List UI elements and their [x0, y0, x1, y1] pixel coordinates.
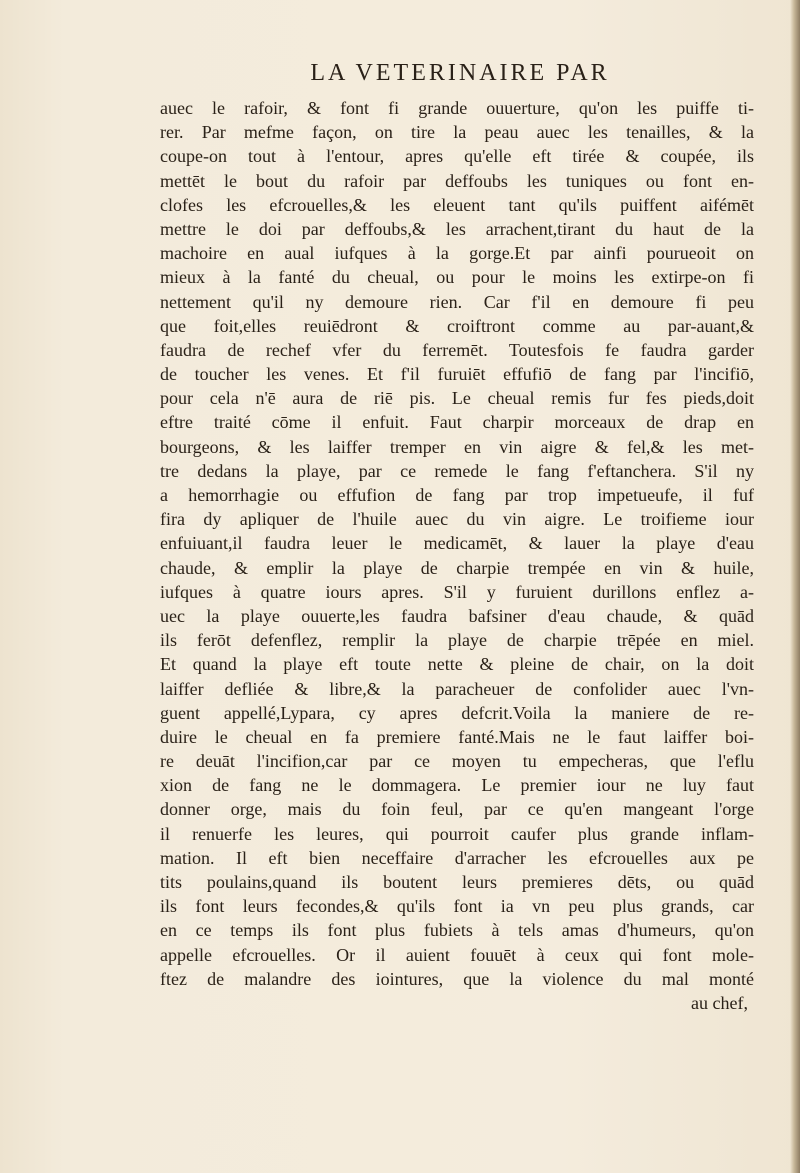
running-head: LA VETERINAIRE PAR [310, 60, 610, 86]
text-line: appelle efcrouelles. Or il auient fouuēt à ceux qui font mole- [160, 944, 754, 965]
text-line: machoire en aual iufques à la gorge.Et par ainfi pourueoit on [160, 243, 754, 264]
text-line: re deuāt l'incifion,car par ce moyen tu empecheras, que l'eflu [160, 751, 754, 772]
text-line: ftez de malandre des iointures, que la violence du mal monté [160, 968, 754, 989]
text-line: ils ferōt defenflez, remplir la playe de charpie trēpée en miel. [160, 630, 754, 651]
text-line: mation. Il eft bien neceffaire d'arracher les efcrouelles aux pe [160, 847, 754, 868]
text-line: Et quand la playe eft toute nette & pleine de chair, on la doit [160, 654, 754, 675]
text-line: fira dy apliquer de l'huile auec du vin aigre. Le troifieme iour [160, 509, 754, 530]
text-line: donner orge, mais du foin feul, par ce qu'en mangeant l'orge [160, 799, 754, 820]
text-line: mettre le doi par deffoubs,& les arrachent,tirant du haut de la [160, 218, 754, 239]
text-line: guent appellé,Lypara, cy apres defcrit.Voila la maniere de re- [160, 702, 754, 723]
text-line: en ce temps ils font plus fubiets à tels amas d'humeurs, qu'on [160, 920, 754, 941]
body-text [160, 96, 754, 1015]
text-line: rer. Par mefme façon, on tire la peau auec les tenailles, & la [160, 122, 754, 143]
text-line: que foit,elles reuiēdront & croiftront comme au par-auant,& [160, 315, 754, 336]
text-line: mieux à la fanté du cheual, ou pour le moins les extirpe-on fi [160, 267, 754, 288]
text-line: ils font leurs fecondes,& qu'ils font ia vn peu plus grands, car [160, 896, 754, 917]
text-line: faudra de rechef vfer du ferremēt. Toutesfois fe faudra garder [160, 339, 754, 360]
text-line: de toucher les venes. Et f'il furuiēt effufiō de fang par l'incifiō, [160, 364, 754, 385]
text-line: il renuerfe les leures, qui pourroit caufer plus grande inflam- [160, 823, 754, 844]
text-line: bourgeons, & les laiffer tremper en vin aigre & fel,& les met- [160, 436, 754, 457]
catchword: au chef, [691, 992, 748, 1013]
text-line: auec le rafoir, & font fi grande ouuerture, qu'on les puiffe ti- [160, 98, 754, 118]
text-line: a hemorrhagie ou effufion de fang par trop impetueufe, il fuf [160, 485, 754, 505]
text-line: xion de fang ne le dommagera. Le premier iour ne luy faut [160, 775, 754, 796]
text-line: tre dedans la playe, par ce remede le fang f'eftanchera. S'il ny [160, 460, 754, 481]
text-line: coupe-on tout à l'entour, apres qu'elle eft tirée & coupée, ils [160, 146, 754, 167]
text-line: enfuiuant,il faudra leuer le medicamēt, & lauer la playe d'eau [160, 533, 754, 554]
text-line: iufques à quatre iours apres. S'il y furuient durillons enflez a- [160, 581, 754, 602]
text-line: nettement qu'il ny demoure rien. Car f'il en demoure fi peu [160, 291, 754, 312]
text-line: uec la playe ouuerte,les faudra bafsiner d'eau chaude, & quād [160, 605, 754, 626]
page-edge-shadow [790, 0, 800, 1173]
text-line: tits poulains,quand ils boutent leurs premieres dēts, ou quād [160, 872, 754, 892]
text-line: duire le cheual en fa premiere fanté.Mais ne le faut laiffer boi- [160, 726, 754, 747]
text-line: mettēt le bout du rafoir par deffoubs les tuniques ou font en- [160, 170, 754, 191]
text-line: pour cela n'ē aura de riē pis. Le cheual remis fur fes pieds,doit [160, 388, 754, 409]
text-line: chaude, & emplir la playe de charpie trempée en vin & huile, [160, 557, 754, 578]
text-line: laiffer defliée & libre,& la paracheuer de confolider auec l'vn- [160, 678, 754, 699]
text-line: eftre traité cōme il enfuit. Faut charpir morceaux de drap en [160, 412, 754, 433]
text-line: clofes les efcrouelles,& les eleuent tant qu'ils puiffent aifémēt [160, 194, 754, 215]
